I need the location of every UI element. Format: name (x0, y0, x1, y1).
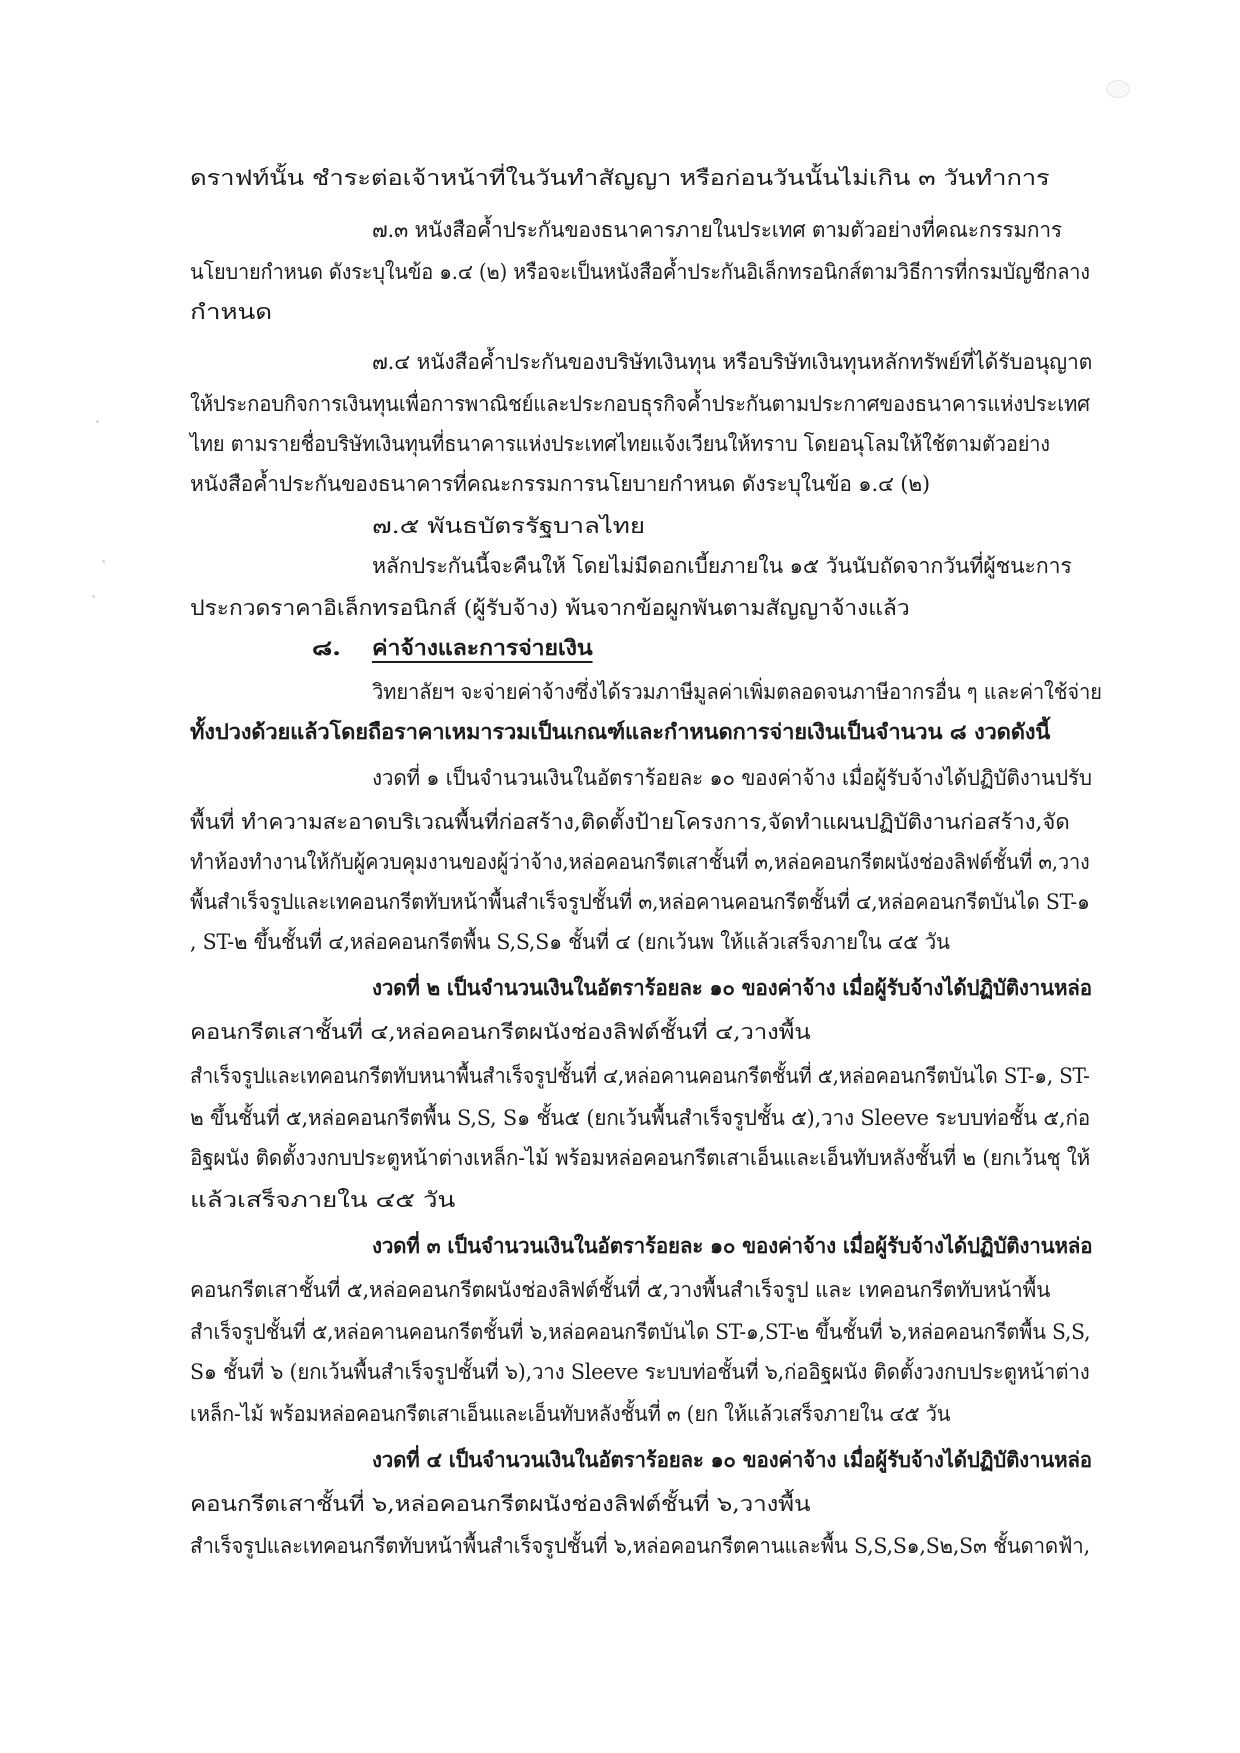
text-line: ทำห้องทำงานให้กับผู้ควบคุมงานของผู้ว่าจ้าง,หล่อคอนกรีตเสาชั้นที่ ๓,หล่อคอนกรีตผนังช่องลิฟต์ชั้นที่ ๓,วาง (190, 850, 1090, 874)
text-line: ๗.๕ พันธบัตรรัฐบาลไทย (372, 514, 645, 538)
text-line: ไทย ตามรายชื่อบริษัทเงินทุนที่ธนาคารแห่งประเทศไทยแจ้งเวียนให้ทราบ โดยอนุโลมให้ใช้ตามตัวอย่าง (190, 432, 1050, 456)
text-line: , ST-๒ ขึ้นชั้นที่ ๔,หล่อคอนกรีตพื้น S,S,S๑ ชั้นที่ ๔ (ยกเว้นพ ให้แล้วเสร็จภายใน ๔๕ วัน (190, 930, 950, 954)
text-line: คอนกรีตเสาชั้นที่ ๖,หล่อคอนกรีตผนังช่องลิฟต์ชั้นที่ ๖,วางพื้น (190, 1492, 811, 1516)
text-line: ๗.๔ หนังสือค้ำประกันของบริษัทเงินทุน หรือบริษัทเงินทุนหลักทรัพย์ที่ได้รับอนุญาต (372, 350, 1093, 374)
text-line: คอนกรีตเสาชั้นที่ ๕,หล่อคอนกรีตผนังช่องลิฟต์ชั้นที่ ๕,วางพื้นสำเร็จรูป และ เทคอนกรีตทับหน้าพื้น (190, 1278, 1051, 1302)
text-line: แล้วเสร็จภายใน ๔๕ วัน (190, 1188, 456, 1212)
text-line: วิทยาลัยฯ จะจ่ายค่าจ้างซึ่งได้รวมภาษีมูลค่าเพิ่มตลอดจนภาษีอากรอื่น ๆ และค่าใช้จ่าย (372, 680, 1102, 704)
section-number: ๘. (312, 635, 341, 660)
installment-line: งวดที่ ๒ เป็นจำนวนเงินในอัตราร้อยละ ๑๐ ของค่าจ้าง เมื่อผู้รับจ้างได้ปฏิบัติงานหล่อ (372, 975, 1092, 1000)
text-line: สำเร็จรูปและเทคอนกรีตทับหนาพื้นสำเร็จรูปชั้นที่ ๔,หล่อคานคอนกรีตชั้นที่ ๕,หล่อคอนกรีตบันได ST-๑, ST- (190, 1064, 1090, 1088)
text-line: ๗.๓ หนังสือค้ำประกันของธนาคารภายในประเทศ ตามตัวอย่างที่คณะกรรมการ (372, 218, 1062, 242)
text-line: อิฐผนัง ติดตั้งวงกบประตูหน้าต่างเหล็ก-ไม้ พร้อมหล่อคอนกรีตเสาเอ็นและเอ็นทับหลังชั้นที่ ๒ (ยกเว้นชุ ให้ (190, 1146, 1091, 1170)
scan-speck (96, 420, 99, 423)
text-line: ประกวดราคาอิเล็กทรอนิกส์ (ผู้รับจ้าง) พ้นจากข้อผูกพันตามสัญญาจ้างแล้ว (190, 596, 910, 620)
section-heading: ค่าจ้างและการจ่ายเงิน (372, 635, 593, 660)
text-line: พื้นที่ ทำความสะอาดบริเวณพื้นที่ก่อสร้าง,ติดตั้งป้ายโครงการ,จัดทำแผนปฏิบัติงานก่อสร้าง,จัด (190, 810, 1070, 834)
text-line: กำหนด (190, 300, 272, 324)
text-line: สำเร็จรูปชั้นที่ ๕,หล่อคานคอนกรีตชั้นที่ ๖,หล่อคอนกรีตบันได ST-๑,ST-๒ ขึ้นชั้นที่ ๖,หล่อคอนกรีตพื้น S,S, (190, 1320, 1091, 1344)
scan-speck (102, 560, 105, 563)
text-line: S๑ ชั้นที่ ๖ (ยกเว้นพื้นสำเร็จรูปชั้นที่ ๖),วาง Sleeve ระบบท่อชั้นที่ ๖,ก่ออิฐผนัง ติดตั้งวงกบประตูหน้าต่าง (190, 1360, 1090, 1384)
installment-line: งวดที่ ๓ เป็นจำนวนเงินในอัตราร้อยละ ๑๐ ของค่าจ้าง เมื่อผู้รับจ้างได้ปฏิบัติงานหล่อ (372, 1233, 1093, 1258)
text-line: เหล็ก-ไม้ พร้อมหล่อคอนกรีตเสาเอ็นและเอ็นทับหลังชั้นที่ ๓ (ยก ให้แล้วเสร็จภายใน ๔๕ วัน (190, 1402, 951, 1426)
installment-line: งวดที่ ๔ เป็นจำนวนเงินในอัตราร้อยละ ๑๐ ของค่าจ้าง เมื่อผู้รับจ้างได้ปฏิบัติงานหล่อ (372, 1447, 1092, 1472)
text-line: พื้นสำเร็จรูปและเทคอนกรีตทับหน้าพื้นสำเร็จรูปชั้นที่ ๓,หล่อคานคอนกรีตชั้นที่ ๔,หล่อคอนกรีตบันได ST-๑ (190, 890, 1090, 914)
text-line: ทั้งปวงด้วยแล้วโดยถือราคาเหมารวมเป็นเกณฑ์และกำหนดการจ่ายเงินเป็นจำนวน ๘ งวดดังนี้ (190, 719, 1051, 744)
scan-mark (1106, 80, 1130, 98)
text-line: หลักประกันนี้จะคืนให้ โดยไม่มีดอกเบี้ยภายใน ๑๕ วันนับถัดจากวันที่ผู้ชนะการ (372, 554, 1072, 578)
text-line: คอนกรีตเสาชั้นที่ ๔,หล่อคอนกรีตผนังช่องลิฟต์ชั้นที่ ๔,วางพื้น (190, 1020, 811, 1044)
text-line: ดราฟท์นั้น ชำระต่อเจ้าหน้าที่ในวันทำสัญญา หรือก่อนวันนั้นไม่เกิน ๓ วันทำการ (190, 166, 1050, 190)
text-line: ให้ประกอบกิจการเงินทุนเพื่อการพาณิชย์และประกอบธุรกิจค้ำประกันตามประกาศของธนาคารแห่งประเทศ (190, 392, 1090, 416)
installment-line: งวดที่ ๑ เป็นจำนวนเงินในอัตราร้อยละ ๑๐ ของค่าจ้าง เมื่อผู้รับจ้างได้ปฏิบัติงานปรับ (372, 766, 1092, 790)
text-line: สำเร็จรูปและเทคอนกรีตทับหน้าพื้นสำเร็จรูปชั้นที่ ๖,หล่อคอนกรีตคานและพื้น S,S,S๑,S๒,S๓ ชั้นดาดฟ้า, (190, 1534, 1090, 1558)
text-line: นโยบายกำหนด ดังระบุในข้อ ๑.๔ (๒) หรือจะเป็นหนังสือค้ำประกันอิเล็กทรอนิกส์ตามวิธีการที่กรมบัญชีกลาง (190, 260, 1090, 284)
text-line: หนังสือค้ำประกันของธนาคารที่คณะกรรมการนโยบายกำหนด ดังระบุในข้อ ๑.๔ (๒) (190, 472, 930, 496)
text-line: ๒ ขึ้นชั้นที่ ๕,หล่อคอนกรีตพื้น S,S, S๑ ชั้น๕ (ยกเว้นพื้นสำเร็จรูปชั้น ๕),วาง Sleeve ระบบท่อชั้น ๕,ก่อ (190, 1106, 1091, 1130)
scan-speck (92, 595, 95, 598)
